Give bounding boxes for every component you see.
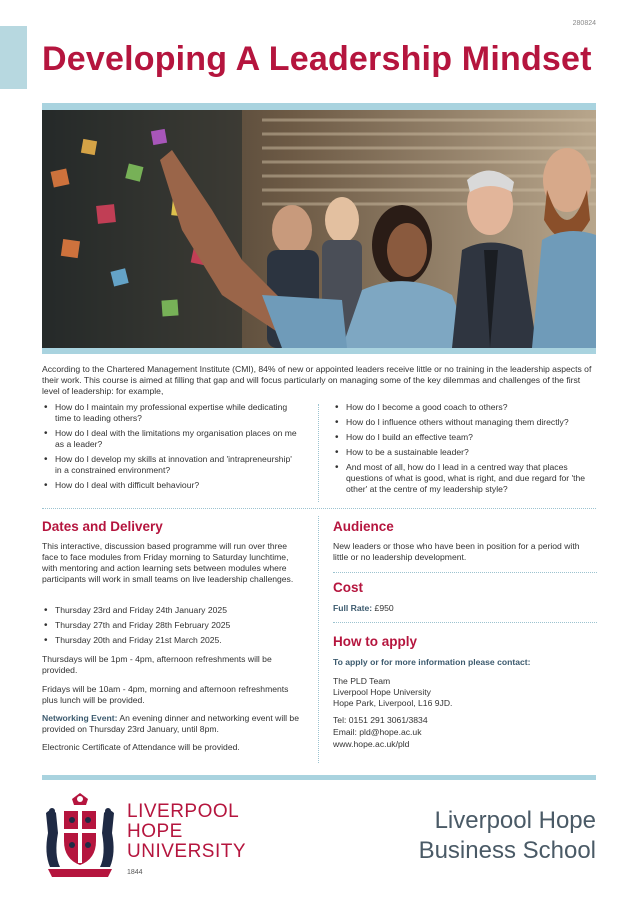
address-line: Hope Park, Liverpool, L16 9JD. [333,698,453,708]
dates-description: This interactive, discussion based programme will run over three face to face modules from Friday morning to Saturday lunchtime, with mentoring and action learning sets between modules where participants will work in small teams on live leadership challenges. [42,541,294,584]
networking-label: Networking Event: [42,713,118,723]
questions-list-left [42,402,300,495]
column-divider-bottom [318,516,319,763]
wordmark-line: UNIVERSITY [127,841,247,862]
university-wordmark [127,802,246,862]
dates-list [42,605,312,650]
hero-image [42,110,596,348]
list-item: • How do I build an effective team? [333,432,597,443]
thursdays-info: Thursdays will be 1pm - 4pm, afternoon refreshments will be provided. [42,654,272,675]
apply-heading: How to apply [333,634,417,649]
wordmark-line: LIVERPOOL [127,801,240,822]
founding-year: 1844 [127,869,143,876]
cost-heading: Cost [333,580,363,595]
list-item: • How do I become a good coach to others? [333,402,597,413]
intro-text: According to the Chartered Management Institute (CMI), 84% of new or appointed leaders receive little or no training in the leadership aspects of their work. This course is aimed at filling that gap and will focus particularly on managing some of the key dilemmas and challenges of the first level of leadership: for example, [42,364,592,397]
column-divider-top [318,404,319,502]
corner-tab [0,26,27,89]
university-crest [42,793,118,878]
list-item: • How to be a sustainable leader? [333,447,597,458]
list-item: • And most of all, how do I lead in a centred way that places questions of what is good, what is right, and due regard for 'the other' at the centre of my leadership style? [333,462,597,495]
dates-heading: Dates and Delivery [42,519,163,534]
cost-line [333,603,597,614]
full-rate-value: £950 [372,603,394,613]
footer-bar [42,775,596,780]
audience-text: New leaders or those who have been in position for a period with little or no leadership development. [333,541,580,562]
networking-text: An evening dinner and networking event will be provided on Thursday 23rd January, until 8pm. [42,713,299,734]
leadership-team-photo-icon [42,110,596,348]
phone-number: Tel: 0151 291 3061/3834 [333,715,428,725]
crest-icon [42,793,118,878]
business-school-name [419,806,596,866]
networking-info [42,713,304,735]
list-item: • How do I influence others without managing them directly? [333,417,597,428]
full-rate-label: Full Rate: [333,603,373,613]
address-line: Liverpool Hope University [333,687,431,697]
hero-bottom-bar [42,348,596,354]
section-divider [333,622,597,623]
wordmark-line: HOPE [127,821,183,842]
section-divider [333,572,597,573]
list-item: • How do I deal with difficult behaviour? [42,480,300,491]
school-line: Business School [418,837,596,864]
section-divider [42,508,596,509]
audience-heading: Audience [333,519,394,534]
page-title: Developing A Leadership Mindset [42,40,592,78]
list-item: • How do I maintain my professional expertise while dedicating time to leading others? [42,402,300,424]
address-line: The PLD Team [333,676,391,686]
hero-top-bar [42,103,596,110]
list-item: • Thursday 27th and Friday 28th February 2025 [42,620,312,631]
website-link[interactable]: www.hope.ac.uk/pld [333,739,410,749]
list-item: • Thursday 20th and Friday 21st March 2025. [42,635,312,646]
apply-prompt: To apply or for more information please contact: [333,657,531,667]
list-item: • Thursday 23rd and Friday 24th January 2025 [42,605,312,616]
school-line: Liverpool Hope [434,807,596,834]
reference-code: 280824 [572,20,596,27]
certificate-info: Electronic Certificate of Attendance will be provided. [42,742,240,752]
list-item: • How do I deal with the limitations my organisation places on me as a leader? [42,428,300,450]
questions-list-right [333,402,597,499]
email-link[interactable]: Email: pld@hope.ac.uk [333,727,422,737]
fridays-info: Fridays will be 10am - 4pm, morning and afternoon refreshments plus lunch will be provided. [42,684,289,705]
list-item: • How do I develop my skills at innovation and 'intrapreneurship' in a constrained environment? [42,454,300,476]
